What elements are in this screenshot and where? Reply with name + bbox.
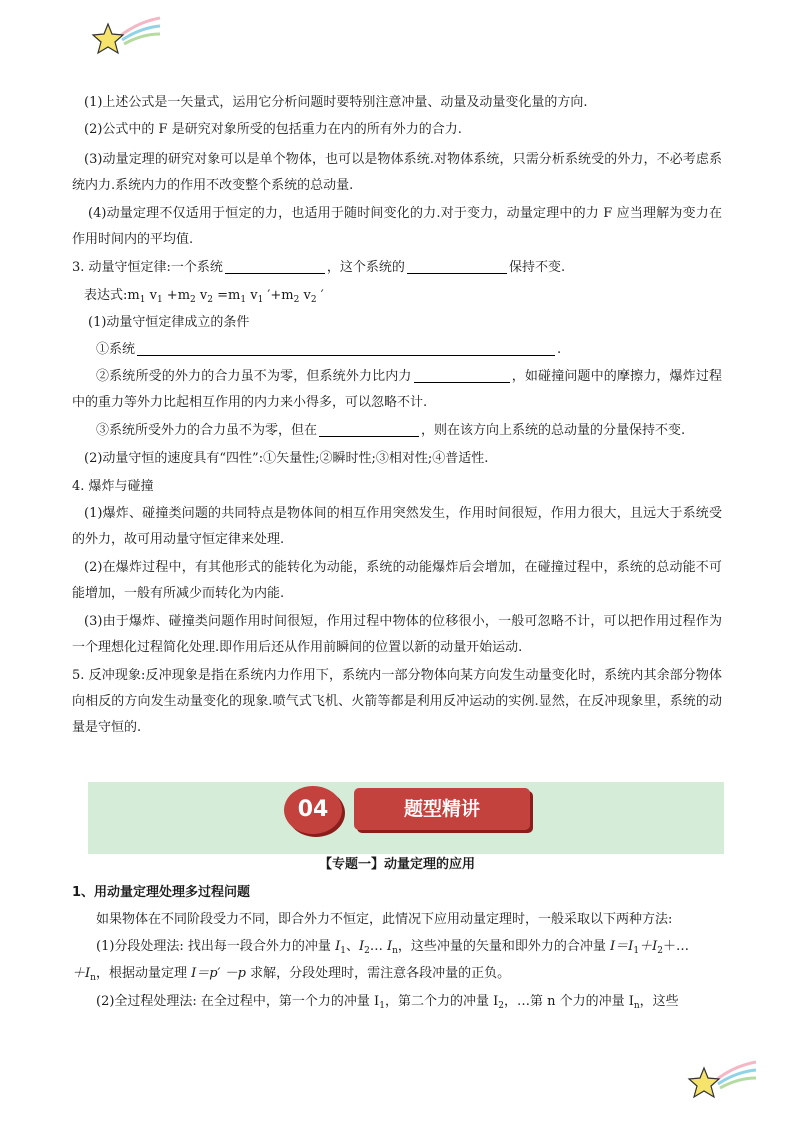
text: m bbox=[127, 288, 140, 303]
section-heading: 1、用动量定理处理多过程问题 bbox=[72, 885, 251, 900]
shooting-star-icon bbox=[90, 14, 162, 60]
paragraph bbox=[72, 961, 722, 991]
paragraph: 如果物体在不同阶段受力不同，即合外力不恒定，此情况下应用动量定理时，一般采取以下两种方法: bbox=[96, 912, 673, 927]
text: ，这个系统的 bbox=[326, 260, 405, 275]
text: ，这些冲量的矢量和即外力的合冲量 bbox=[397, 939, 611, 954]
subscript: 1 bbox=[139, 295, 146, 305]
paragraph: (4)动量定理不仅适用于恒定的力，也适用于随时间变化的力.对于变力，动量定理中的力 F 应当理解为变力在作用时间内的平均值. bbox=[72, 206, 722, 247]
subscript: n bbox=[90, 973, 96, 983]
text: ②系统所受的外力的合力虽不为零，但系统外力比内力 bbox=[96, 369, 412, 384]
text: ，根据动量定理 bbox=[95, 966, 192, 981]
subscript: 2 bbox=[293, 295, 300, 305]
text: (2)全过程处理法: 在全过程中，第一个力的冲量 I bbox=[96, 994, 380, 1009]
fill-blank[interactable] bbox=[414, 366, 510, 383]
fill-blank[interactable] bbox=[319, 420, 419, 437]
text: v bbox=[246, 288, 258, 303]
paragraph: (2)在爆炸过程中，有其他形式的能转化为动能，系统的动能爆炸后会增加，在碰撞过程中，系统的总动能不可能增加，一般有所减少而转化为内能. bbox=[72, 560, 722, 601]
text: ，这些 bbox=[639, 994, 679, 1009]
text: v bbox=[195, 288, 208, 303]
paragraph: 4. 爆炸与碰撞 bbox=[72, 479, 154, 494]
text: ＋I bbox=[639, 939, 658, 954]
shooting-star-icon bbox=[686, 1058, 758, 1104]
paragraph: (1)爆炸、碰撞类问题的共同特点是物体间的相互作用突然发生，作用时间很短，作用力很大，且远大于系统受的外力，故可用动量守恒定律来处理. bbox=[72, 506, 722, 547]
subscript: 1 bbox=[340, 946, 346, 956]
paragraph: (3)由于爆炸、碰撞类问题作用时间很短，作用过程中物体的位移很小，一般可忽略不计，可以把作用过程作为一个理想化过程简化处理.即作用后还从作用前瞬间的位置以新的动量开始运动. bbox=[72, 614, 722, 655]
paragraph bbox=[72, 364, 722, 416]
subscript: 1 bbox=[379, 1001, 385, 1011]
subscript: 1 bbox=[240, 295, 247, 305]
subscript: 1 bbox=[633, 946, 640, 956]
subscript: 2 bbox=[364, 946, 370, 956]
paragraph: (3)动量定理的研究对象可以是单个物体，也可以是物体系统.对物体系统，只需分析系统受的外力，不必考虑系统内力.系统内力的作用不改变整个系统的总动量. bbox=[72, 152, 722, 193]
text: . bbox=[557, 342, 562, 357]
paragraph bbox=[72, 255, 722, 281]
text: I＝p′ －p bbox=[191, 966, 246, 981]
fill-blank[interactable] bbox=[137, 339, 555, 356]
paragraph: (2)动量守恒的速度具有“四性”:①矢量性;②瞬时性;③相对性;④普适性. bbox=[84, 451, 489, 466]
fill-blank[interactable] bbox=[225, 257, 325, 274]
subscript: n bbox=[392, 946, 398, 956]
section-title: 题型精讲 bbox=[354, 788, 530, 830]
text: ，…第 n 个力的冲量 I bbox=[503, 994, 634, 1009]
text: I bbox=[386, 939, 393, 954]
subject-title: 【专题一】动量定理的应用 bbox=[318, 857, 475, 872]
paragraph: (1)上述公式是一矢量式，运用它分析问题时要特别注意冲量、动量及动量变化量的方向. bbox=[84, 95, 588, 110]
subscript: n bbox=[633, 1001, 640, 1011]
text: ′+m bbox=[263, 288, 294, 303]
text: ①系统 bbox=[96, 342, 136, 357]
paragraph bbox=[72, 418, 722, 444]
text: v bbox=[145, 288, 157, 303]
text: I bbox=[335, 939, 341, 954]
fill-blank[interactable] bbox=[407, 257, 507, 274]
text: 表达式: bbox=[84, 288, 128, 303]
text: 3. 动量守恒定律:一个系统 bbox=[72, 260, 223, 275]
text: =m bbox=[212, 288, 241, 303]
text: 求解，分段处理时，需注意各段冲量的正负。 bbox=[245, 966, 511, 981]
text: … bbox=[369, 939, 387, 954]
text: v bbox=[299, 288, 311, 303]
text: ，如碰撞问题中的摩擦力，爆炸过程中的重力等外力比起相互作用的内力来小得多，可以忽略不计. bbox=[72, 369, 722, 410]
text: ＋… bbox=[662, 939, 689, 954]
paragraph bbox=[72, 989, 722, 1019]
text: I＝I bbox=[610, 939, 634, 954]
subscript: 1 bbox=[156, 295, 163, 305]
paragraph: 5. 反冲现象:反冲现象是指在系统内力作用下，系统内一部分物体向某方向发生动量变化时，系统内其余部分物体向相反的方向发生动量变化的现象.喷气式飞机、火箭等都是利用反冲运动的实例.显然，在反冲现象里，系统的动量是守恒的. bbox=[72, 668, 722, 735]
subscript: 2 bbox=[190, 295, 196, 305]
formula-line bbox=[72, 283, 722, 313]
text: 、 bbox=[345, 939, 359, 954]
paragraph bbox=[72, 337, 722, 363]
subscript: 2 bbox=[207, 295, 213, 305]
text: (1)分段处理法: 找出每一段合外力的冲量 bbox=[96, 939, 336, 954]
subscript: 1 bbox=[257, 295, 264, 305]
subscript: 2 bbox=[310, 295, 317, 305]
paragraph bbox=[72, 934, 722, 964]
text: +m bbox=[162, 288, 191, 303]
text: ，第二个力的冲量 I bbox=[384, 994, 499, 1009]
section-number-badge: 04 bbox=[284, 786, 342, 834]
text: ③系统所受外力的合力虽不为零，但在 bbox=[96, 423, 318, 438]
text: 保持不变. bbox=[508, 260, 566, 275]
text: ＋I bbox=[72, 966, 91, 981]
text: I bbox=[358, 939, 365, 954]
subscript: 2 bbox=[657, 946, 663, 956]
text: ，则在该方向上系统的总动量的分量保持不变. bbox=[421, 423, 686, 438]
paragraph: (1)动量守恒定律成立的条件 bbox=[88, 315, 250, 330]
subscript: 2 bbox=[498, 1001, 504, 1011]
text: ′ bbox=[316, 288, 324, 303]
paragraph: (2)公式中的 F 是研究对象所受的包括重力在内的所有外力的合力. bbox=[84, 122, 462, 137]
